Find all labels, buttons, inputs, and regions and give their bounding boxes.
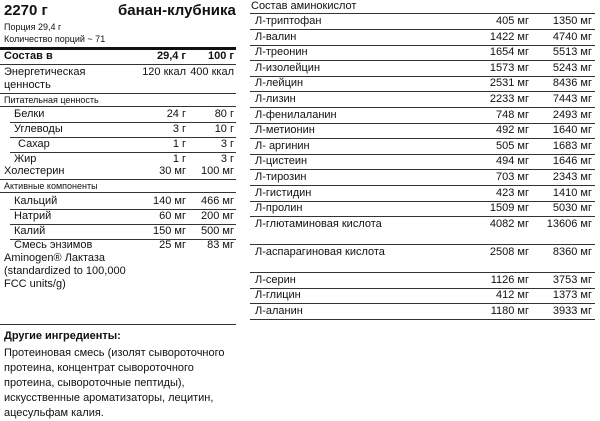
active-value-serving: 140 мг [153,195,186,207]
active-label: Смесь энзимов [14,239,93,251]
composition-label: Состав в [4,50,53,62]
amino-row [250,76,595,92]
amino-row [250,14,595,30]
amino-row [250,30,595,46]
amino-label: Л-цистеин [255,155,308,168]
active-value-100g: 466 мг [201,195,234,207]
amino-value-100g: 3933 мг [552,305,592,317]
divider [0,93,236,94]
amino-label: Л-метионин [255,124,315,137]
amino-value-serving: 412 мг [496,289,529,302]
amino-label: Л- аргинин [255,139,310,152]
amino-row [250,186,595,202]
nutrient-value-100g: 3 г [220,153,234,165]
amino-label: Л-серин [255,273,296,286]
amino-value-100g: 8360 мг [552,245,592,258]
amino-label: Л-аланин [255,305,303,317]
other-ingredients-text: Протеиновая смесь (изолят сывороточного протеина, концентрат сывороточного протеина, сывороточные пептиды), искусственные ароматизаторы, лецитин, ацесульфам калия. [4,347,225,419]
nutrient-label: Жир [14,153,37,165]
amino-value-serving: 2531 мг [489,77,529,90]
amino-label: Л-триптофан [255,15,322,27]
serving-size: Порция 29,4 г [4,22,62,32]
active-row [4,239,236,253]
amino-value-serving: 505 мг [496,139,529,152]
active-row [4,195,236,209]
energy-label: Энергетическая ценность [4,66,86,91]
amino-value-serving: 4082 мг [489,217,529,230]
amino-label: Л-тирозин [255,171,307,183]
amino-row [250,217,595,245]
nutrient-label: Углеводы [14,123,63,135]
amino-row [250,108,595,124]
nutrient-row [4,138,236,152]
amino-value-100g: 13606 мг [546,217,592,230]
amino-label: Л-глютаминовая кислота [255,217,382,230]
divider [0,192,236,193]
amino-row [250,170,595,186]
active-value-serving: 60 мг [159,210,186,222]
nutrient-value-100g: 10 г [214,123,234,135]
amino-value-100g: 1683 мг [552,139,592,152]
amino-label: Л-фенилаланин [255,108,337,121]
amino-value-serving: 405 мг [496,15,529,27]
amino-row [250,304,595,320]
nutrient-value-serving: 1 г [172,153,186,165]
amino-value-100g: 4740 мг [552,30,592,43]
active-label: Калий [14,225,46,237]
amino-value-serving: 423 мг [496,186,529,199]
composition-col1: 29,4 г [156,50,186,62]
nutrient-label: Сахар [18,138,50,150]
cholesterol-value-serving: 30 мг [159,165,186,177]
cholesterol-row [4,165,236,179]
amino-label: Л-гистидин [255,186,312,199]
other-ingredients-title: Другие ингредиенты: [4,330,121,342]
amino-value-100g: 2343 мг [552,171,592,183]
amino-value-serving: 2508 мг [489,245,529,258]
divider [0,106,236,107]
amino-value-100g: 1646 мг [552,155,592,168]
amino-value-100g: 1350 мг [552,15,592,27]
amino-label: Л-аспарагиновая кислота [255,245,385,258]
amino-label: Л-глицин [255,289,301,302]
nutrition-section-label: Питательная ценность [4,95,99,105]
active-value-100g: 500 мг [201,225,234,237]
active-label: Натрий [14,210,52,222]
energy-value-100g: 400 ккал [190,66,234,78]
energy-row [4,66,236,94]
active-label: Кальций [14,195,58,207]
divider [0,179,236,180]
composition-header-row [4,50,236,64]
amino-value-100g: 1373 мг [552,289,592,302]
cholesterol-label: Холестерин [4,165,65,177]
amino-row [250,288,595,304]
amino-value-100g: 3753 мг [552,273,592,286]
amino-row [250,123,595,139]
active-row [4,225,236,239]
nutrient-row [4,123,236,137]
amino-title: Состав аминокислот [251,0,357,12]
amino-value-serving: 1509 мг [489,202,529,215]
servings-count: Количество порций ~ 71 [4,34,106,44]
nutrient-value-100g: 3 г [220,138,234,150]
amino-value-100g: 2493 мг [552,108,592,121]
amino-row [250,245,595,273]
amino-label: Л-лизин [255,93,296,105]
amino-label: Л-лейцин [255,77,304,90]
amino-row [250,201,595,217]
amino-value-serving: 1573 мг [489,61,529,74]
amino-value-100g: 5513 мг [552,46,592,59]
nutrient-value-100g: 80 г [214,108,234,120]
nutrient-value-serving: 3 г [172,123,186,135]
amino-row [250,154,595,170]
product-flavor: банан-клубника [118,2,236,19]
amino-value-100g: 8436 мг [552,77,592,90]
amino-value-serving: 703 мг [496,171,529,183]
amino-row [250,45,595,61]
amino-row [250,92,595,108]
active-value-100g: 200 мг [201,210,234,222]
amino-label: Л-пролин [255,202,303,215]
amino-value-100g: 5030 мг [552,202,592,215]
amino-value-serving: 1126 мг [490,273,529,286]
amino-value-100g: 7443 мг [552,93,592,105]
active-value-serving: 150 мг [153,225,186,237]
amino-value-serving: 1654 мг [489,46,529,59]
enzyme-note: Aminogen® Лактаза (standardized to 100,000 FCC units/g) [4,252,126,290]
nutrient-value-serving: 24 г [166,108,186,120]
amino-label: Л-валин [255,30,297,43]
active-row [4,210,236,224]
amino-label: Л-изолейцин [255,61,321,74]
amino-value-serving: 492 мг [496,124,529,137]
amino-row [250,139,595,155]
amino-value-100g: 1640 мг [552,124,592,137]
amino-row [250,273,595,289]
divider [0,64,236,65]
amino-row [250,61,595,77]
amino-value-serving: 1422 мг [489,30,529,43]
amino-value-100g: 1410 мг [552,186,592,199]
nutrient-row [4,108,236,122]
amino-value-serving: 2233 мг [489,93,529,105]
product-weight: 2270 г [4,2,48,19]
amino-value-100g: 5243 мг [552,61,592,74]
active-value-serving: 25 мг [159,239,186,251]
amino-value-serving: 494 мг [496,155,529,168]
active-value-100g: 83 мг [207,239,234,251]
cholesterol-value-100g: 100 мг [201,165,234,177]
amino-label: Л-треонин [255,46,308,59]
nutrient-label: Белки [14,108,45,120]
energy-value-serving: 120 ккал [142,66,186,78]
composition-col2: 100 г [208,50,234,62]
nutrient-value-serving: 1 г [172,138,186,150]
active-section-label: Активные компоненты [4,181,98,191]
amino-value-serving: 748 мг [496,108,529,121]
amino-value-serving: 1180 мг [490,305,529,317]
